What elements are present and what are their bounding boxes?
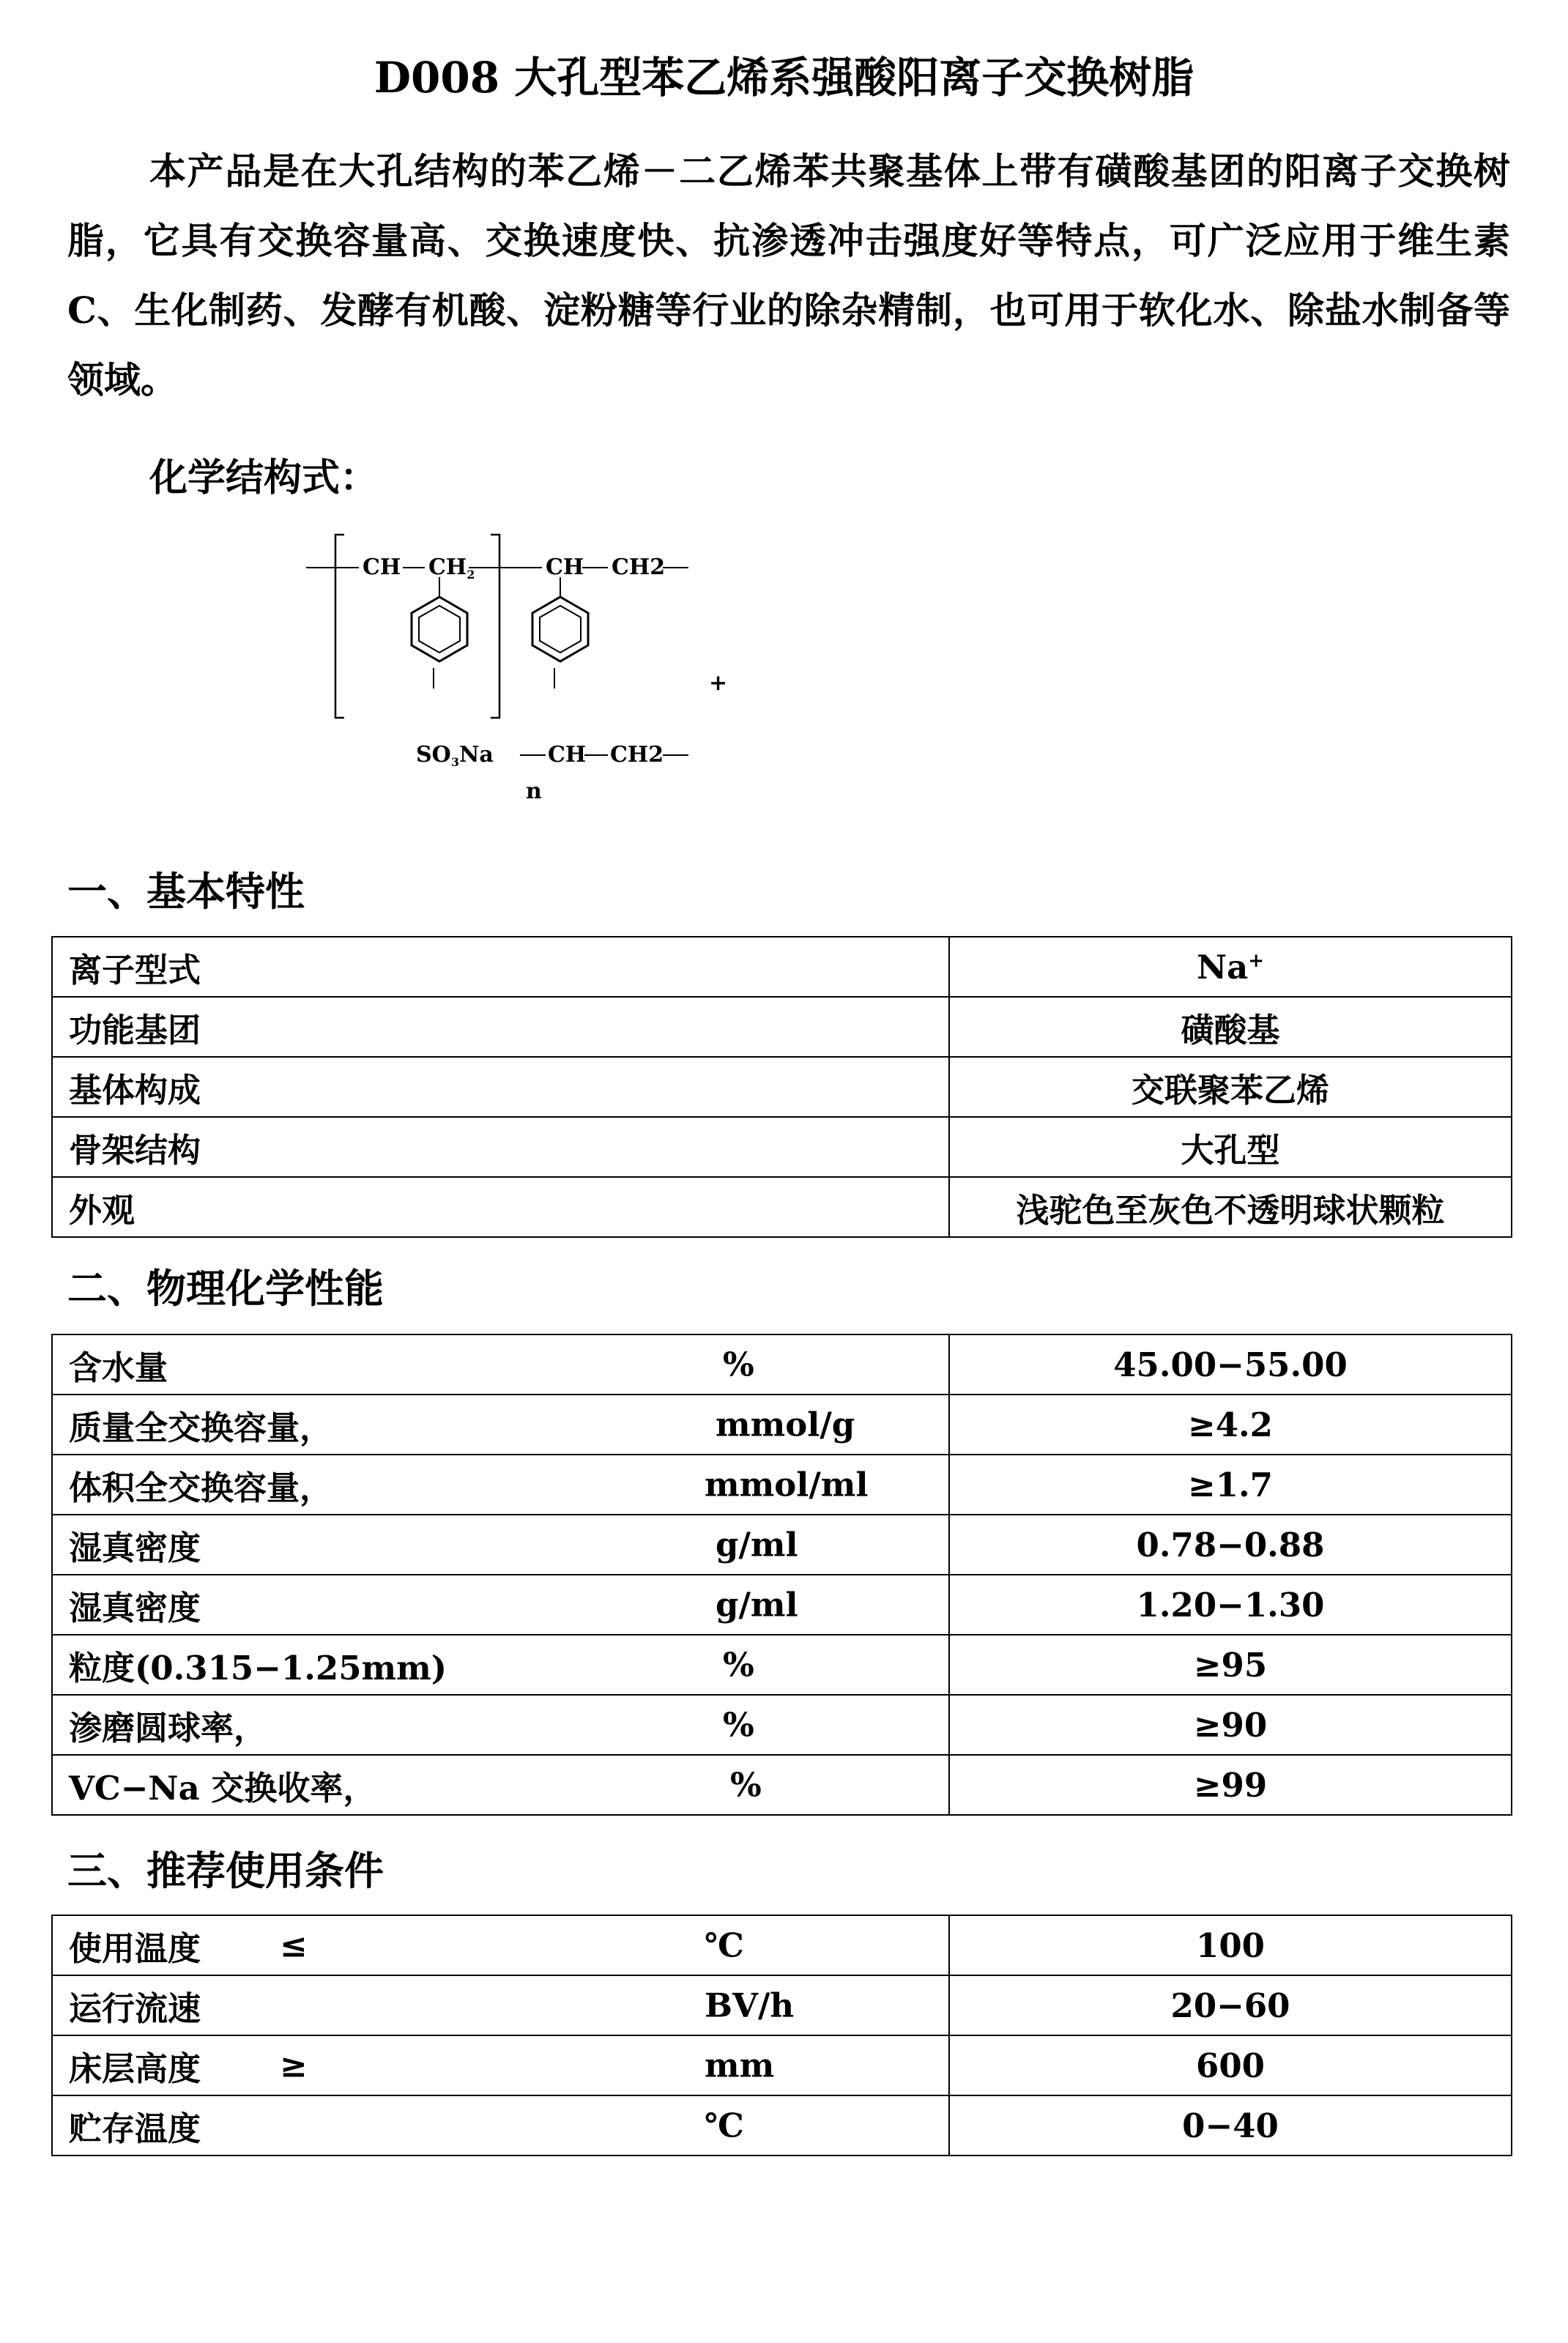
value-cell — [949, 1635, 1512, 1695]
value-cell — [949, 1117, 1512, 1177]
property-cell — [52, 1695, 949, 1755]
benzene-ring-1 — [412, 597, 467, 661]
unit-label: mmol/g — [716, 1405, 855, 1444]
property-value: 浅驼色至灰色不透明球状颗粒 — [1016, 1190, 1445, 1230]
property-label: 湿真密度 — [69, 1528, 201, 1567]
table-row — [52, 1455, 1512, 1515]
value-cell — [949, 2035, 1512, 2095]
property-value: ≥1.7 — [1188, 1465, 1273, 1504]
value-cell — [949, 997, 1512, 1057]
property-value: 0−40 — [1182, 2106, 1279, 2145]
value-cell — [949, 2095, 1512, 2156]
property-value: 100 — [1196, 1926, 1265, 1965]
property-cell — [52, 1117, 949, 1177]
ch-group-2: CH — [546, 554, 584, 580]
property-cell — [52, 1755, 949, 1815]
property-value: 20−60 — [1170, 1986, 1290, 2025]
property-cell — [52, 1057, 949, 1117]
so3na-group: $SO_3Na$ — [416, 742, 494, 769]
value-cell — [949, 1575, 1512, 1635]
property-cell — [52, 1395, 949, 1455]
table-row — [52, 1695, 1512, 1755]
ch2-group-3: CH2 — [610, 742, 664, 768]
ch-group-3: CH — [548, 742, 587, 768]
table-row — [52, 1395, 1512, 1455]
unit-label: % — [723, 1345, 754, 1384]
section-heading-basic: 一、基本特性 — [67, 868, 305, 915]
property-label: 贮存温度 — [69, 2109, 201, 2148]
property-label: 运行流速 — [69, 1989, 201, 2028]
property-label: 外观 — [69, 1190, 135, 1230]
chemical-structure-heading: 化学结构式： — [149, 456, 379, 500]
unit-label: % — [730, 1765, 762, 1805]
property-cell — [52, 937, 949, 997]
property-cell — [52, 2035, 949, 2095]
chemical-structure-diagram — [293, 527, 762, 820]
property-label: 含水量 — [69, 1348, 168, 1387]
property-value: 600 — [1196, 2046, 1265, 2085]
ch2-group-2: CH2 — [612, 554, 666, 580]
repeat-n: n — [526, 779, 542, 804]
property-value: 0.78−0.88 — [1136, 1525, 1325, 1564]
table-row — [52, 1177, 1512, 1237]
value-cell — [949, 1334, 1512, 1395]
property-cell — [52, 1515, 949, 1575]
value-cell — [949, 1177, 1512, 1237]
usage-conditions-table — [51, 1915, 1512, 2156]
section-heading-conditions: 三、推荐使用条件 — [67, 1847, 384, 1894]
property-value: 大孔型 — [1181, 1130, 1280, 1170]
property-value: 45.00−55.00 — [1113, 1345, 1348, 1384]
property-cell — [52, 1635, 949, 1695]
property-value: 1.20−1.30 — [1136, 1585, 1325, 1624]
property-label: 骨架结构 — [69, 1130, 201, 1170]
document-title: D008 大孔型苯乙烯系强酸阳离子交换树脂 — [374, 53, 1194, 103]
property-label: 功能基团 — [69, 1010, 201, 1050]
property-label: 使用温度 — [69, 1928, 201, 1968]
right-bracket — [491, 535, 499, 718]
property-label: VC−Na 交换收率， — [69, 1768, 376, 1808]
unit-label: % — [723, 1645, 754, 1685]
value-cell — [949, 1515, 1512, 1575]
property-cell — [52, 997, 949, 1057]
unit-label: mmol/ml — [705, 1465, 869, 1504]
property-label: 粒度(0.315−1.25mm) — [69, 1648, 447, 1687]
benzene-ring-2 — [532, 597, 588, 661]
unit-label: ℃ — [705, 1926, 744, 1965]
comparison-operator: ≤ — [280, 1926, 308, 1965]
property-label: 基体构成 — [69, 1070, 201, 1110]
table-row — [52, 997, 1512, 1057]
table-row — [52, 1515, 1512, 1575]
unit-label: g/ml — [716, 1525, 798, 1564]
intro-paragraph: 本产品是在大孔结构的苯乙烯－二乙烯苯共聚基体上带有磺酸基团的阳离子交换树脂，它具有交换容量高、交换速度快、抗渗透冲击强度好等特点，可广泛应用于维生素 C、生化制药、发酵有机酸、淀粉糖等行业的除杂精制，也可用于软化水、除盐水制备等领域。 — [67, 149, 1510, 401]
value-cell — [949, 1915, 1512, 1975]
left-bracket — [335, 535, 344, 718]
table-row — [52, 1915, 1512, 1975]
value-cell — [949, 1975, 1512, 2035]
property-value: 交联聚苯乙烯 — [1131, 1070, 1329, 1110]
property-value: ≥4.2 — [1188, 1405, 1273, 1444]
unit-label: g/ml — [716, 1585, 798, 1624]
table-row — [52, 1975, 1512, 2035]
plus-sign: + — [709, 670, 728, 696]
comparison-operator: ≥ — [280, 2046, 308, 2085]
table-row — [52, 1117, 1512, 1177]
property-cell — [52, 1455, 949, 1515]
value-superscript: + — [1248, 949, 1265, 972]
property-label: 床层高度 — [69, 2049, 201, 2088]
property-label: 湿真密度 — [69, 1588, 201, 1627]
property-value: Na — [1196, 947, 1249, 987]
table-row — [52, 1057, 1512, 1117]
property-cell — [52, 1575, 949, 1635]
unit-label: mm — [705, 2046, 775, 2085]
property-label: 渗磨圆球率， — [69, 1708, 267, 1748]
property-value: ≥99 — [1193, 1765, 1268, 1805]
table-row — [52, 1334, 1512, 1395]
unit-label: ℃ — [705, 2106, 744, 2145]
value-cell — [949, 1395, 1512, 1455]
property-value: 磺酸基 — [1181, 1010, 1280, 1050]
table-row — [52, 1575, 1512, 1635]
basic-properties-table — [51, 936, 1512, 1238]
unit-label: % — [723, 1705, 754, 1745]
table-row — [52, 937, 1512, 997]
property-cell — [52, 1915, 949, 1975]
value-cell — [949, 1455, 1512, 1515]
property-cell — [52, 1177, 949, 1237]
property-label: 体积全交换容量， — [69, 1468, 333, 1507]
ch-group-1: CH — [363, 554, 401, 580]
property-cell — [52, 2095, 949, 2156]
physchem-properties-table — [51, 1334, 1512, 1816]
property-value: ≥95 — [1193, 1645, 1268, 1685]
section-heading-physchem: 二、物理化学性能 — [67, 1265, 384, 1312]
value-cell — [949, 1755, 1512, 1815]
ch2-group-1: $CH_2$ — [428, 554, 475, 582]
table-row — [52, 2035, 1512, 2095]
property-cell — [52, 1975, 949, 2035]
value-cell — [949, 1695, 1512, 1755]
property-value: ≥90 — [1193, 1705, 1268, 1745]
table-row — [52, 1755, 1512, 1815]
property-cell — [52, 1334, 949, 1395]
table-row — [52, 2095, 1512, 2156]
value-cell — [949, 937, 1512, 997]
unit-label: BV/h — [705, 1986, 795, 2025]
table-row — [52, 1635, 1512, 1695]
property-label: 离子型式 — [69, 950, 201, 989]
property-label: 质量全交换容量， — [69, 1408, 333, 1447]
value-cell — [949, 1057, 1512, 1117]
